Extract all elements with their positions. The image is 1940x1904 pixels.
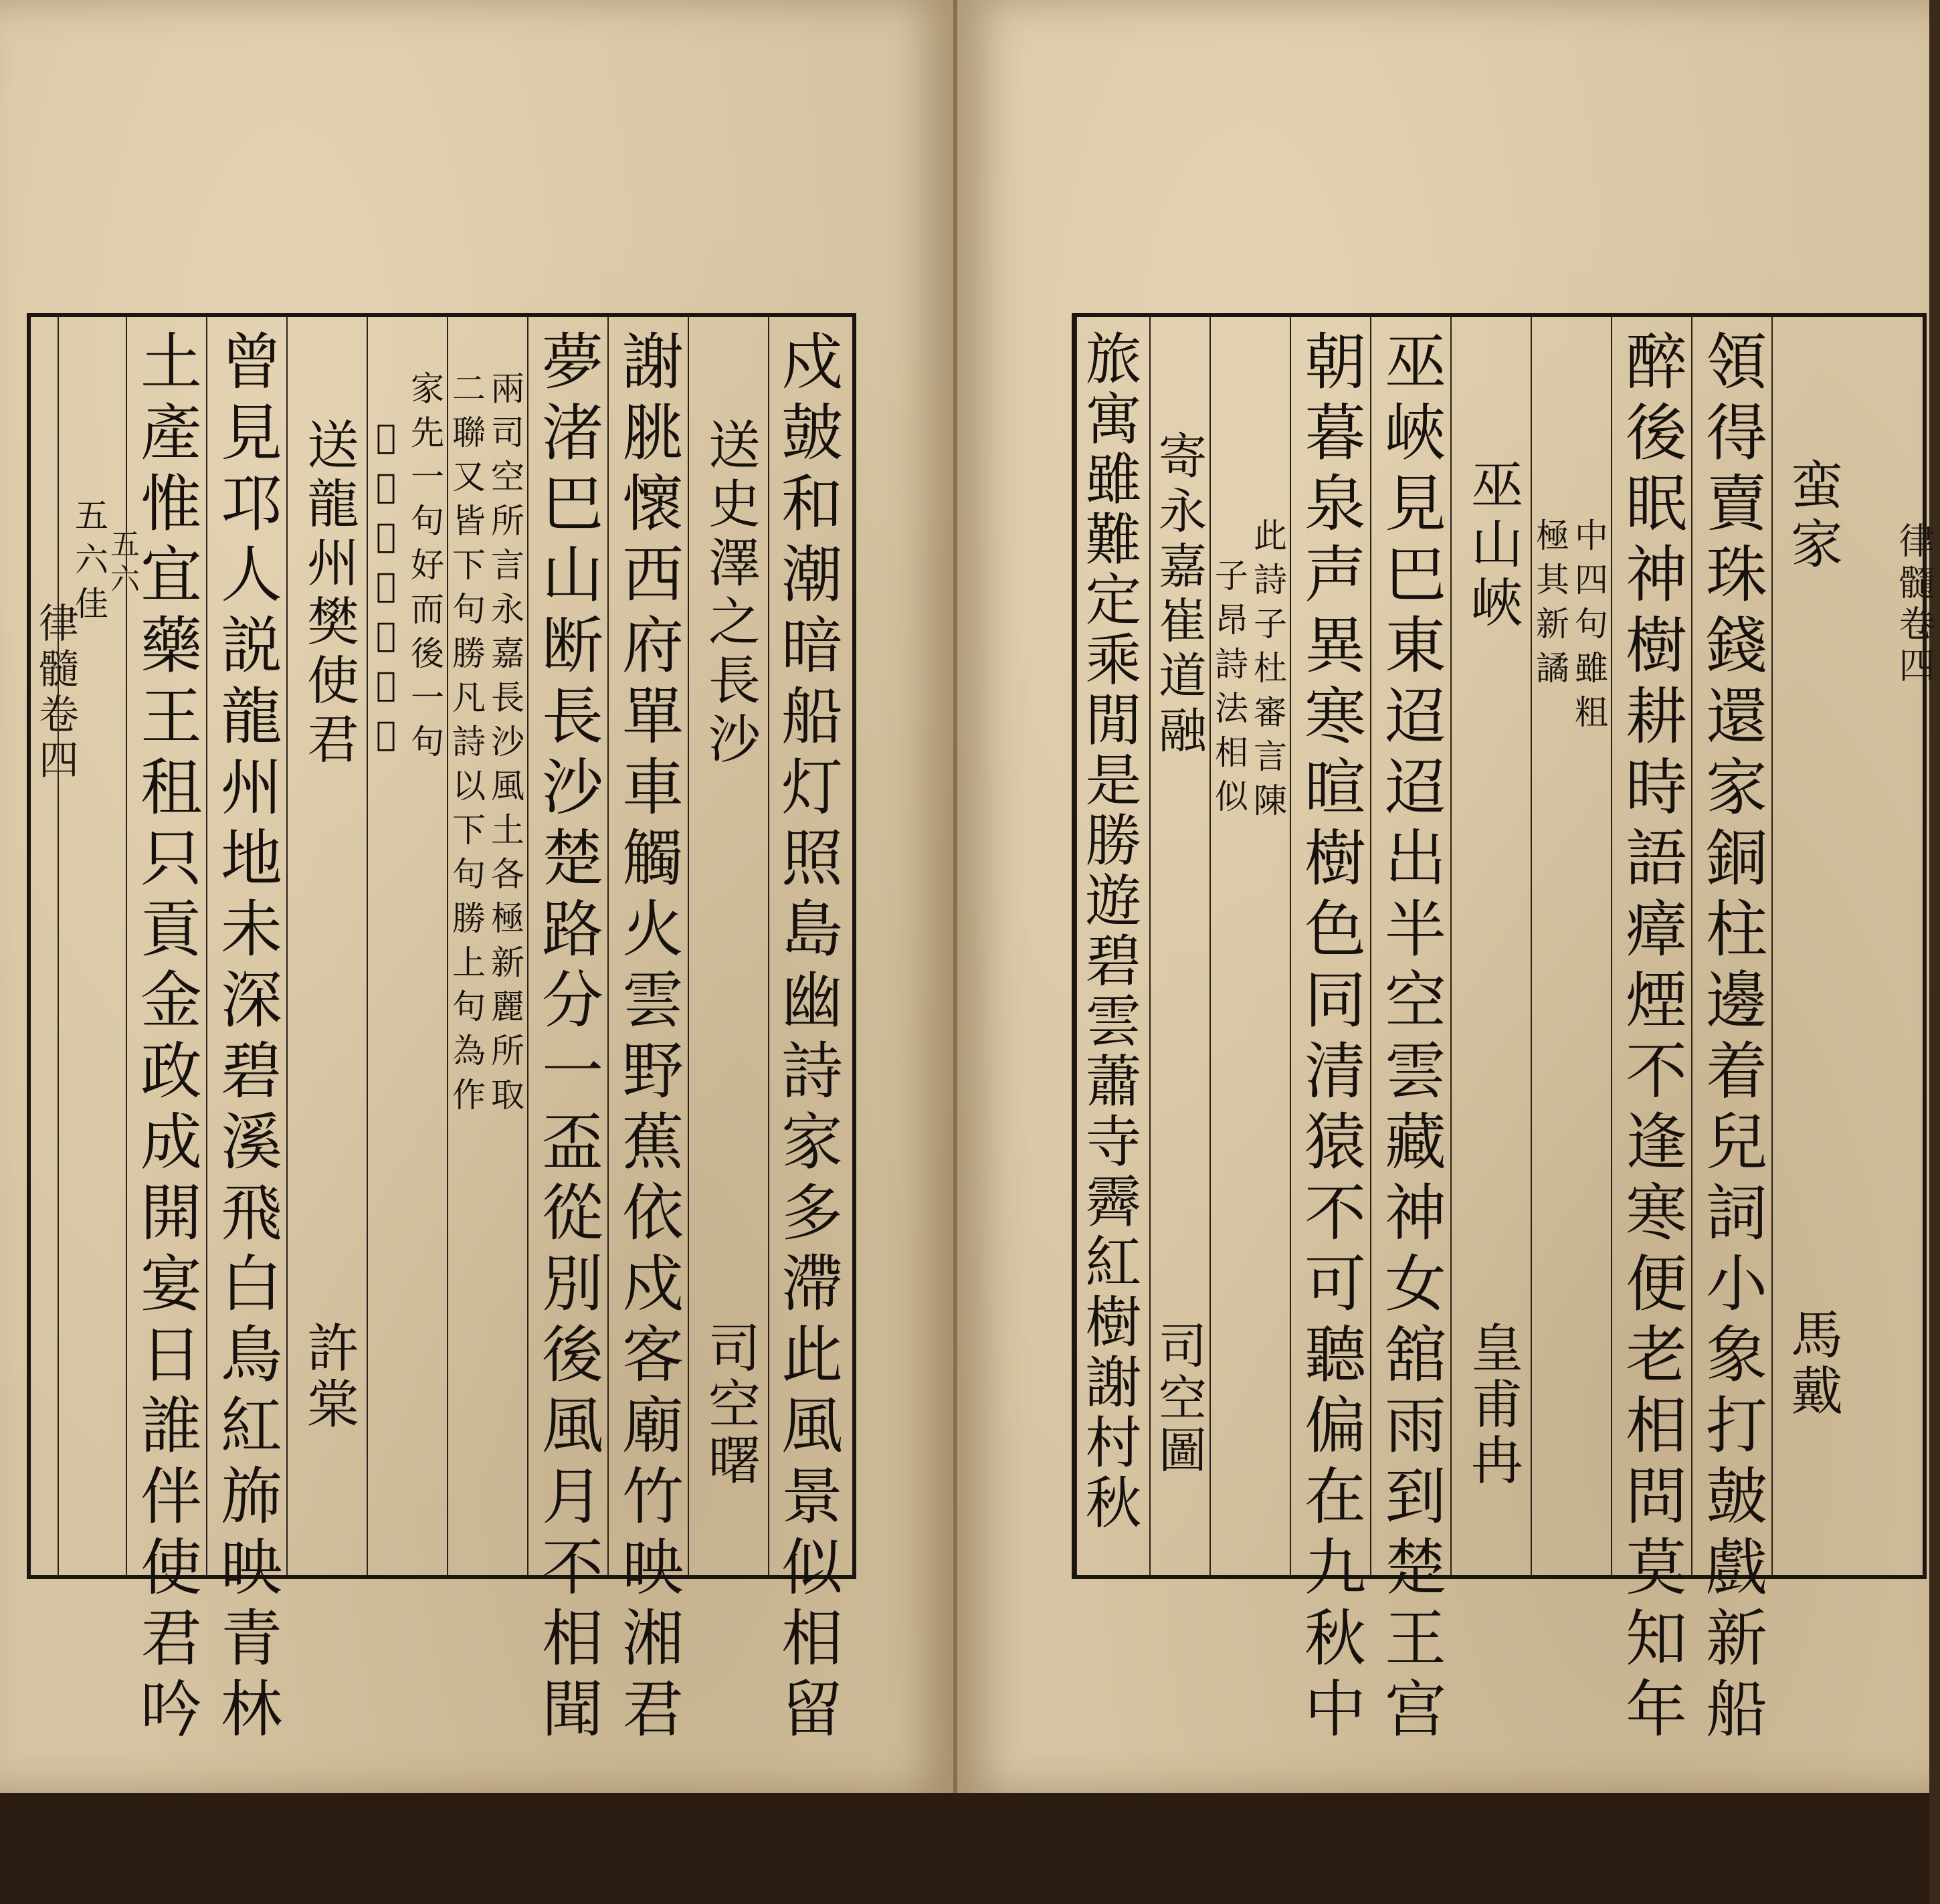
commentary-line: 五六佳: [70, 498, 108, 630]
commentary-line: 二聯又皆下句勝凡詩以下句勝上句為作: [447, 371, 486, 1121]
commentary-line: 家先一句好而後一句: [405, 371, 444, 768]
commentary-line: 𦆵或不称則敗矣: [367, 417, 405, 764]
left-col-6: [367, 317, 447, 1575]
poem-line: 旅寓雖難定乘閒是勝遊碧雲蕭寺霽紅樹謝村秋: [1076, 329, 1142, 1533]
right-col-0: [1771, 317, 1852, 1575]
left-col-3: [607, 317, 688, 1747]
poem-author: 皇甫冉: [1462, 1321, 1523, 1489]
page-number: 五六: [105, 529, 139, 598]
commentary-line: 此詩子杜審言陳: [1248, 518, 1287, 827]
poem-line: 謝脁懷西府單車觸火雲野蕉依戍客廟竹映湘君: [612, 329, 684, 1747]
book-shadow: [0, 1793, 1929, 1904]
right-col-9: [1076, 317, 1149, 1575]
poem-line: 領得賣珠錢還家銅柱邊着兒詞小象打皷戲新船: [1696, 329, 1767, 1747]
poem-title: 蛮家: [1782, 458, 1842, 575]
right-col-3: [1531, 317, 1611, 1575]
left-col-9: [126, 317, 206, 1747]
commentary-line: 極其新譎: [1531, 518, 1569, 694]
commentary-line: 兩司空所言永嘉長沙風土各極新麗所取: [486, 371, 524, 1121]
right-col-6: [1290, 317, 1370, 1747]
poem-title: 巫山峽: [1462, 458, 1523, 634]
right-col-2: [1611, 317, 1691, 1747]
left-col-2: [688, 317, 768, 1575]
poem-author: 司空圖: [1151, 1321, 1207, 1477]
poem-author: 馬戴: [1782, 1307, 1842, 1420]
left-col-7: [286, 317, 367, 1575]
left-col-10: [58, 317, 126, 1575]
poem-title: 送史澤之長沙: [700, 417, 760, 771]
right-page: [957, 0, 1935, 1793]
right-text-frame: [1072, 313, 1927, 1747]
right-col-8: [1149, 317, 1209, 1575]
poem-line: 夢渚巴山断長沙楚路分一盃從別後風月不相聞: [532, 329, 603, 1747]
poem-line: 朝暮泉声異寒暄樹色同清猿不可聽偏在九秋中: [1294, 329, 1366, 1747]
right-margin-label: 律髓卷四: [1893, 522, 1935, 688]
commentary-line: 中四句雖粗: [1569, 518, 1608, 739]
right-col-1: [1691, 317, 1771, 1747]
right-col-4: [1450, 317, 1531, 1575]
left-col-8: [206, 317, 286, 1747]
right-col-5: [1370, 317, 1450, 1747]
commentary-line: 子昂詩法相似: [1209, 558, 1248, 823]
left-margin-label: 律髓卷四: [32, 602, 79, 784]
left-col-1: [768, 317, 848, 1747]
left-col-4: [527, 317, 607, 1747]
poem-line: 曾見邛人説龍州地未深碧溪飛白鳥紅斾映青林: [211, 329, 282, 1747]
poem-title: 寄永嘉崔道融: [1151, 431, 1207, 760]
poem-line: 土產惟宜藥王租只貢金政成開宴日誰伴使君吟: [130, 329, 202, 1747]
poem-line: 醉後眠神樹耕時語瘴煙不逢寒便老相問莫知年: [1616, 329, 1687, 1747]
right-col-7: [1209, 317, 1290, 1575]
left-text-frame: [27, 313, 856, 1747]
poem-line: 巫峽見巴東迢迢出半空雲藏神女舘雨到楚王宫: [1375, 329, 1446, 1747]
poem-author: 許棠: [298, 1321, 359, 1433]
poem-author: 司空曙: [700, 1321, 760, 1489]
poem-line: 戍皷和潮暗船灯照島幽詩家多滯此風景似相留: [771, 329, 843, 1747]
left-col-5: [447, 317, 527, 1575]
left-page: [0, 0, 957, 1793]
poem-title: 送龍州樊使君: [298, 417, 359, 771]
